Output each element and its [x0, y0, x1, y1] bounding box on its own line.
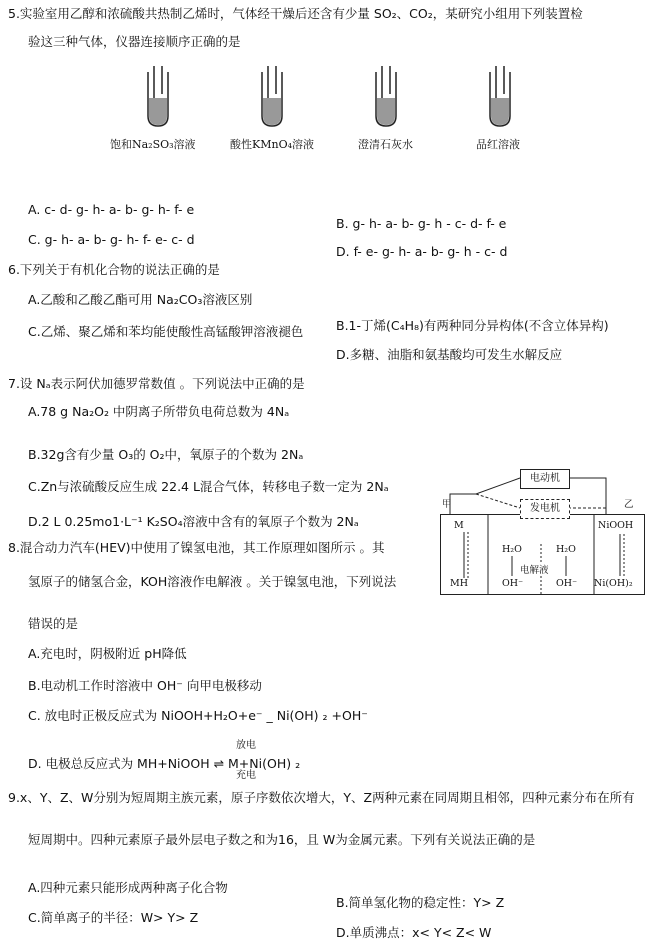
- q8-option-b: B.电动机工作时溶液中 OH⁻ 向甲电极移动: [28, 678, 262, 693]
- right-top-label: NiOOH: [598, 520, 634, 531]
- q7-stem: 7.设 Nₐ表示阿伏加德罗常数值 。下列说法中正确的是: [8, 376, 305, 391]
- q9-option-c: C.简单离子的半径：W> Y> Z: [28, 910, 199, 925]
- q7-option-c: C.Zn与浓硫酸反应生成 22.4 L混合气体，转移电子数一定为 2Nₐ: [28, 479, 389, 494]
- q8-stem-line1: 8.混合动力汽车(HEV)中使用了镍氢电池，其工作原理如图所示 。其: [8, 540, 385, 555]
- q9-stem-line1: 9.x、Y、Z、W分别为短周期主族元素，原子序数依次增大，Y、Z两种元素在同周期且相邻，四种元素分布在所有: [8, 790, 635, 805]
- q9-option-a: A.四种元素只能形成两种离子化合物: [28, 880, 228, 895]
- nimh-battery-diagram: [440, 466, 646, 596]
- q8-arrow-bottom-label: 充电: [236, 770, 256, 781]
- h2o-right-label: H₂O: [556, 544, 576, 555]
- q9-option-b: B.简单氢化物的稳定性：Y> Z: [336, 895, 505, 910]
- q5-apparatus-figure: [110, 64, 540, 154]
- electrode-jia-label: 甲: [442, 499, 452, 510]
- q8-stem-line3: 错误的是: [28, 616, 79, 631]
- q6-option-b: B.1-丁烯(C₄H₈)有两种同分异构体(不含立体异构): [336, 318, 609, 333]
- q6-option-a: A.乙酸和乙酸乙酯可用 Na₂CO₃溶液区别: [28, 292, 253, 307]
- q5-option-d: D. f- e- g- h- a- b- g- h - c- d: [336, 244, 508, 259]
- q7-option-d: D.2 L 0.25mo1·L⁻¹ K₂SO₄溶液中含有的氧原子个数为 2Nₐ: [28, 514, 359, 529]
- q8-option-a: A.充电时，阴极附近 pH降低: [28, 646, 187, 661]
- q8-arrow-top-label: 放电: [236, 740, 256, 751]
- q5-stem-line2: 验这三种气体，仪器连接顺序正确的是: [28, 34, 241, 49]
- apparatus-label-3: 澄清石灰水: [358, 138, 413, 151]
- q5-option-c: C. g- h- a- b- g- h- f- e- c- d: [28, 232, 195, 247]
- q8-option-d: D. 电极总反应式为 MH+NiOOH ⇌ M+Ni(OH) ₂: [28, 756, 301, 771]
- oh-left-label: OH⁻: [502, 578, 524, 589]
- motor-box: 电动机: [520, 469, 570, 489]
- q6-option-c: C.乙烯、聚乙烯和苯均能使酸性高锰酸钾溶液褪色: [28, 324, 304, 339]
- q7-option-b: B.32g含有少量 O₃的 O₂中，氧原子的个数为 2Nₐ: [28, 447, 304, 462]
- electrode-yi-label: 乙: [624, 499, 634, 510]
- q5-stem-line1: 5.实验室用乙醇和浓硫酸共热制乙烯时，气体经干燥后还含有少量 SO₂、CO₂，某研究小组用下列装置检: [8, 6, 583, 21]
- q5-option-b: B. g- h- a- b- g- h - c- d- f- e: [336, 216, 507, 231]
- oh-right-label: OH⁻: [556, 578, 578, 589]
- q6-option-d: D.多糖、油脂和氨基酸均可发生水解反应: [336, 347, 563, 362]
- q9-option-d: D.单质沸点：x< Y< Z< W: [336, 925, 492, 940]
- generator-box: 发电机: [520, 499, 570, 519]
- apparatus-label-4: 品红溶液: [476, 138, 520, 151]
- left-top-label: M: [454, 520, 464, 531]
- q8-stem-line2: 氢原子的储氢合金，KOH溶液作电解液 。关于镍氢电池，下列说法: [28, 574, 397, 589]
- q6-stem: 6.下列关于有机化合物的说法正确的是: [8, 262, 220, 277]
- electrolyte-label: 电解液: [520, 562, 549, 576]
- q7-option-a: A.78 g Na₂O₂ 中阴离子所带负电荷总数为 4Nₐ: [28, 404, 290, 419]
- apparatus-label-2: 酸性KMnO₄溶液: [230, 138, 314, 151]
- apparatus-label-1: 饱和Na₂SO₃溶液: [110, 138, 196, 151]
- h2o-left-label: H₂O: [502, 544, 522, 555]
- q5-option-a: A. c- d- g- h- a- b- g- h- f- e: [28, 202, 195, 217]
- right-bottom-label: Ni(OH)₂: [594, 578, 633, 589]
- left-bottom-label: MH: [450, 578, 469, 589]
- q9-stem-line2: 短周期中。四种元素原子最外层电子数之和为16，且 W为金属元素。下列有关说法正确的是: [28, 832, 536, 847]
- q8-option-c: C. 放电时正极反应式为 NiOOH+H₂O+e⁻ _ Ni(OH) ₂ +OH⁻: [28, 708, 368, 723]
